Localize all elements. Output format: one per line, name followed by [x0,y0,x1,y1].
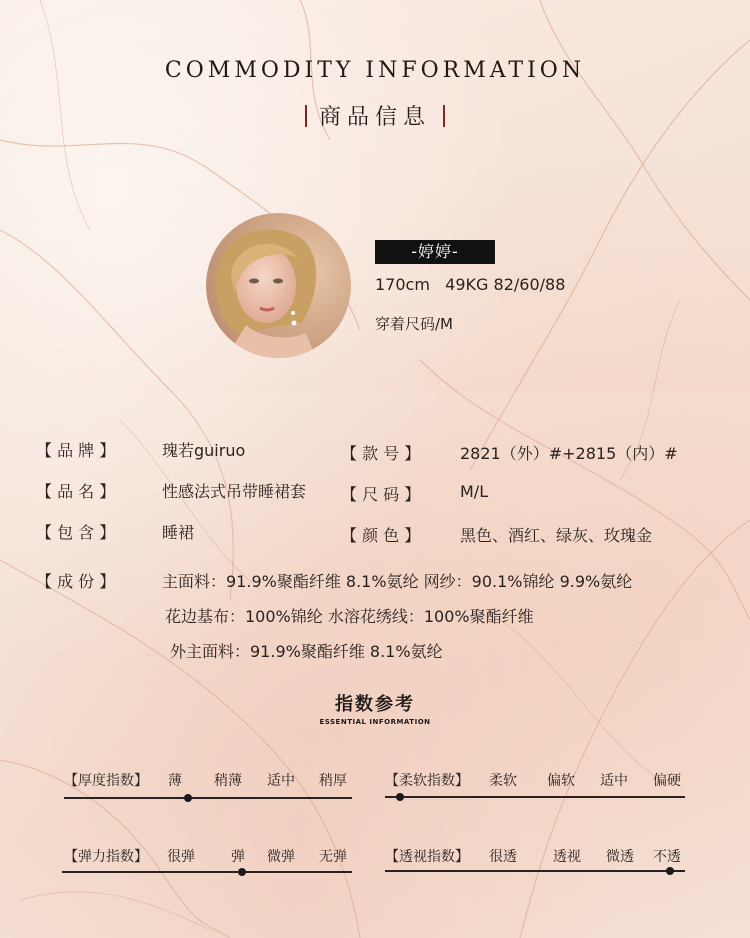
reference-subtitle: ESSENTIAL INFORMATION [319,718,431,726]
spec-name-label: 【 品 名 】 [36,482,116,501]
scale-elasticity-label: 【弹力指数】 [64,849,148,865]
scale-elasticity-marker [238,868,246,876]
scale-transparency-opt-3: 微透 [606,849,634,865]
spec-brand-label: 【 品 牌 】 [36,441,116,460]
scale-softness-track [385,796,685,798]
spec-color-label: 【 颜 色 】 [341,526,421,545]
spec-material-line2: 花边基布：100%锦纶 水溶花绣线：100%聚酯纤维 [165,607,534,626]
page-title-cn [0,100,750,131]
scale-softness-opt-4: 偏硬 [653,773,681,789]
model-wear-size: 穿着尺码/M [375,315,453,333]
scale-elasticity-opt-1: 很弹 [167,849,195,865]
spec-material-label: 【 成 份 】 [36,572,116,591]
scale-transparency-opt-2: 透视 [553,849,581,865]
spec-include-label: 【 包 含 】 [36,523,116,542]
spec-material-line1: 主面料：91.9%聚酯纤维 8.1%氨纶 网纱：90.1%锦纶 9.9%氨纶 [162,572,633,591]
scale-softness-opt-3: 适中 [600,773,628,789]
spec-include-value: 睡裙 [162,523,195,542]
scale-transparency-label: 【透视指数】 [385,849,469,865]
reference-title: 指数参考 [335,694,415,715]
scale-elasticity-opt-2: 弹 [231,849,245,865]
scale-transparency-opt-4: 不透 [653,849,681,865]
scale-elasticity-opt-4: 无弹 [319,849,347,865]
spec-size-label: 【 尺 码 】 [341,485,421,504]
spec-size-value: M/L [460,482,489,501]
scale-transparency-opt-1: 很透 [489,849,517,865]
scale-softness-opt-2: 偏软 [547,773,575,789]
scale-softness-opt-1: 柔软 [489,773,517,789]
spec-brand-value: 瑰若guiruo [162,441,246,460]
scale-transparency-marker [666,867,674,875]
scale-thickness-opt-4: 稍厚 [319,773,347,789]
spec-style-label: 【 款 号 】 [341,444,421,463]
page-title-cn-text: 商品信息 [318,105,431,130]
spec-material-line3: 外主面料：91.9%聚酯纤维 8.1%氨纶 [170,642,443,661]
model-measurements: 170cm 49KG 82/60/88 [375,275,566,294]
scale-thickness-track [64,797,352,799]
title-bar-left [305,105,307,127]
scale-thickness-opt-2: 稍薄 [214,773,242,789]
spec-name-value: 性感法式吊带睡裙套 [162,482,307,501]
spec-color-value: 黑色、酒红、绿灰、玫瑰金 [460,526,653,545]
title-bar-right [443,105,445,127]
scale-thickness-label: 【厚度指数】 [64,773,148,789]
model-avatar [206,213,351,358]
spec-style-value: 2821（外）#+2815（内）# [460,444,678,463]
scale-elasticity-opt-3: 微弹 [267,849,295,865]
scale-thickness-opt-3: 适中 [267,773,295,789]
page-title-en: COMMODITY INFORMATION [164,58,586,83]
scale-softness-label: 【柔软指数】 [385,773,469,789]
model-name-tag: -婷婷- [375,240,495,264]
scale-elasticity-track [62,871,352,873]
scale-transparency-track [385,870,685,872]
scale-softness-marker [396,793,404,801]
scale-thickness-marker [184,794,192,802]
scale-thickness-opt-1: 薄 [168,773,182,789]
